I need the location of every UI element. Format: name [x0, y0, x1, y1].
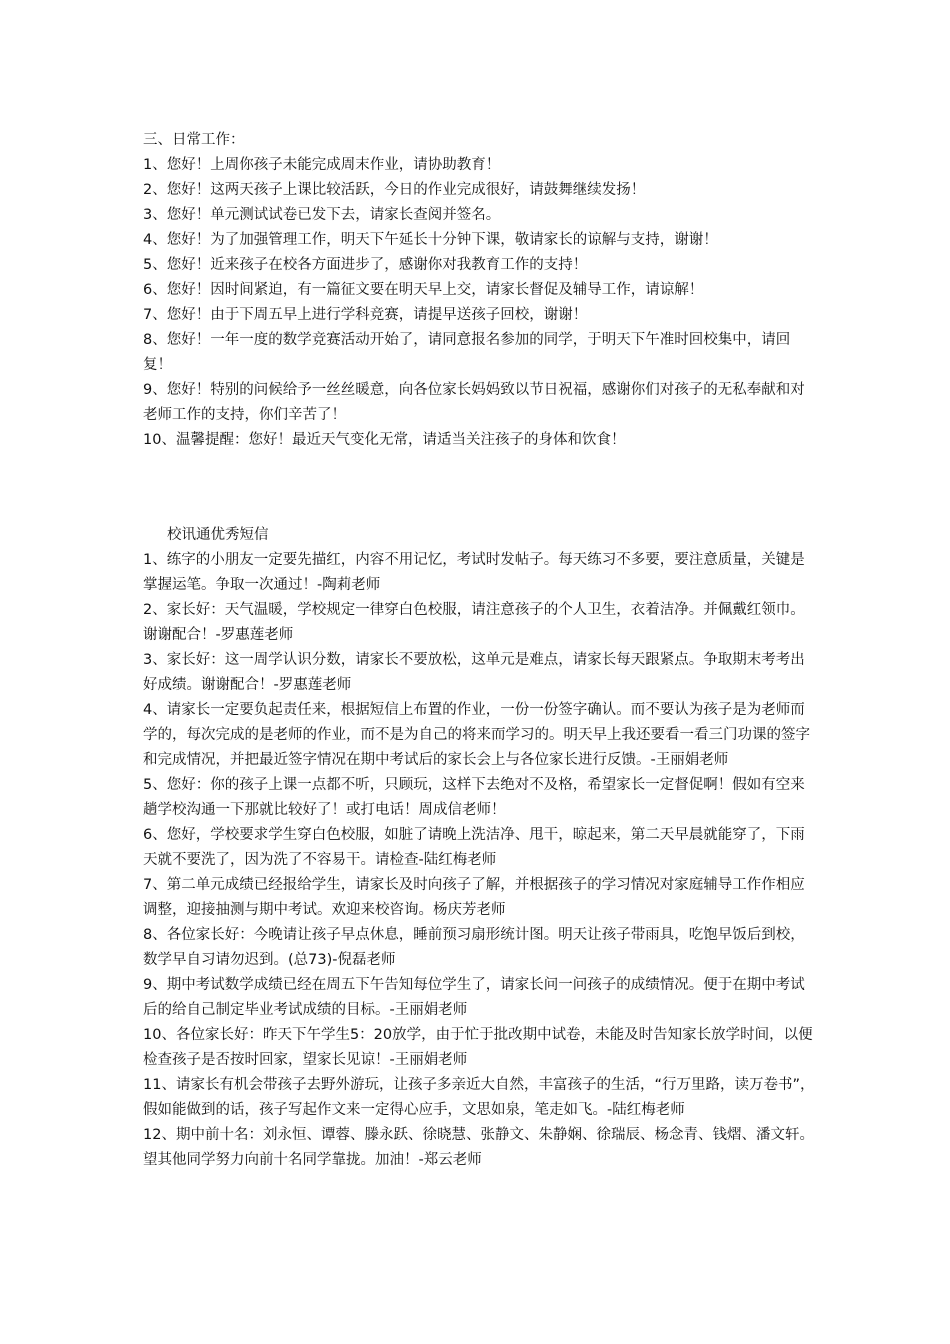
list-item: 1、您好！上周你孩子未能完成周末作业，请协助教育！ [143, 157, 501, 173]
list-item: 5、您好：你的孩子上课一点都不听，只顾玩，这样下去绝对不及格，希望家长一定督促啊！假如有空来趟学校沟通一下那就比较好了！或打电话！周成信老师！ [143, 777, 805, 818]
list-item: 6、您好！因时间紧迫，有一篇征文要在明天早上交，请家长督促及辅导工作，请谅解！ [143, 282, 704, 298]
list-item: 8、各位家长好：今晚请让孩子早点休息，睡前预习扇形统计图。明天让孩子带雨具，吃饱早饭后到校，数学早自习请勿迟到。(总73)-倪磊老师 [143, 927, 805, 968]
list-item: 4、请家长一定要负起责任来，根据短信上布置的作业，一份一份签字确认。而不要认为孩子是为老师而学的，每次完成的是老师的作业，而不是为自己的将来而学习的。明天早上我还要看一看三门功课的签字和完成情况，并把最近签字情况在期中考试后的家长会上与各位家长进行反馈。-王丽娟老师 [143, 702, 810, 768]
daily-work-section [143, 128, 818, 453]
list-item: 9、您好！特别的问候给予一丝丝暖意，向各位家长妈妈致以节日祝福，感谢你们对孩子的无私奉献和对老师工作的支持，你们辛苦了！ [143, 382, 805, 423]
list-item: 3、家长好：这一周学认识分数，请家长不要放松，这单元是难点，请家长每天跟紧点。争取期末考考出好成绩。谢谢配合！-罗惠莲老师 [143, 652, 805, 693]
section-heading: 校讯通优秀短信 [167, 527, 269, 543]
list-item: 9、期中考试数学成绩已经在周五下午告知每位学生了，请家长问一问孩子的成绩情况。便于在期中考试后的给自己制定毕业考试成绩的目标。-王丽娟老师 [143, 977, 805, 1018]
list-item: 12、期中前十名：刘永恒、谭蓉、滕永跃、徐晓慧、张静文、朱静娴、徐瑞辰、杨念青、钱熠、潘文轩。望其他同学努力向前十名同学靠拢。加油！-郑云老师 [143, 1127, 814, 1168]
sms-examples-section [143, 523, 818, 1173]
list-item: 3、您好！单元测试试卷已发下去，请家长查阅并签名。 [143, 207, 501, 223]
list-item: 7、您好！由于下周五早上进行学科竞赛，请提早送孩子回校，谢谢！ [143, 307, 588, 323]
list-item: 5、您好！近来孩子在校各方面进步了，感谢你对我教育工作的支持！ [143, 257, 588, 273]
list-item: 4、您好！为了加强管理工作，明天下午延长十分钟下课，敬请家长的谅解与支持，谢谢！ [143, 232, 718, 248]
list-item: 2、您好！这两天孩子上课比较活跃，今日的作业完成很好，请鼓舞继续发扬！ [143, 182, 646, 198]
list-item: 7、第二单元成绩已经报给学生，请家长及时向孩子了解，并根据孩子的学习情况对家庭辅导工作作相应调整，迎接抽测与期中考试。欢迎来校咨询。杨庆芳老师 [143, 877, 805, 918]
section-heading: 三、日常工作： [143, 132, 245, 148]
list-item: 1、练字的小朋友一定要先描红，内容不用记忆，考试时发帖子。每天练习不多要，要注意质量，关键是掌握运笔。争取一次通过！-陶莉老师 [143, 552, 805, 593]
list-item: 10、各位家长好：昨天下午学生5：20放学，由于忙于批改期中试卷，未能及时告知家长放学时间，以便检查孩子是否按时回家，望家长见谅！-王丽娟老师 [143, 1027, 813, 1068]
list-item: 6、您好，学校要求学生穿白色校服，如脏了请晚上洗洁净、甩干，晾起来，第二天早晨就能穿了，下雨天就不要洗了，因为洗了不容易干。请检查-陆红梅老师 [143, 827, 805, 868]
list-item: 2、家长好：天气温暖，学校规定一律穿白色校服，请注意孩子的个人卫生，衣着洁净。并佩戴红领巾。谢谢配合！-罗惠莲老师 [143, 602, 805, 643]
list-item: 11、请家长有机会带孩子去野外游玩，让孩子多亲近大自然，丰富孩子的生活，“行万里路，读万卷书”，假如能做到的话，孩子写起作文来一定得心应手，文思如泉，笔走如飞。-陆红梅老师 [143, 1077, 815, 1118]
list-item: 10、温馨提醒：您好！最近天气变化无常，请适当关注孩子的身体和饮食！ [143, 432, 626, 448]
list-item: 8、您好！一年一度的数学竞赛活动开始了，请同意报名参加的同学，于明天下午准时回校集中，请回复！ [143, 332, 791, 373]
